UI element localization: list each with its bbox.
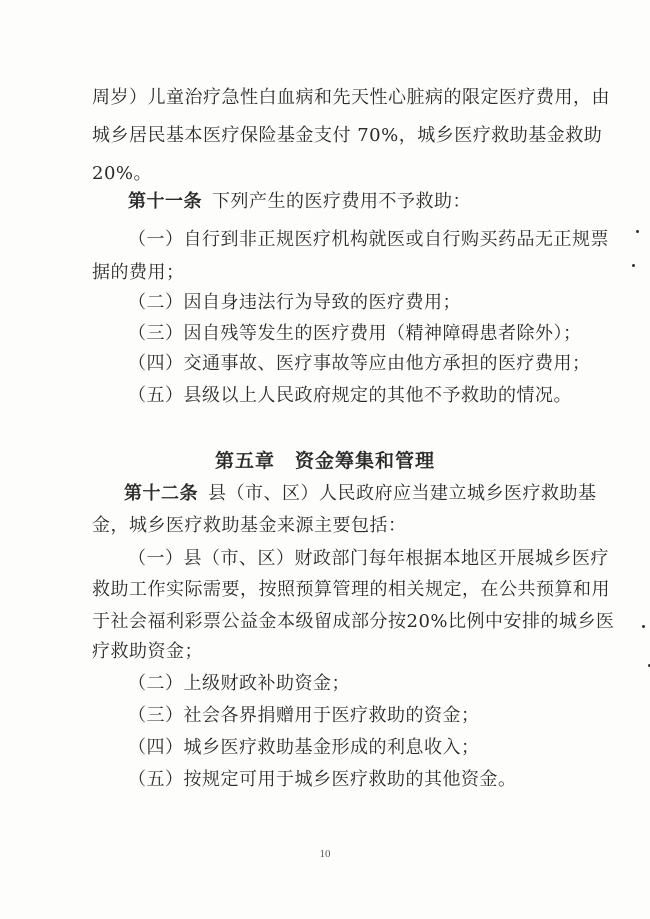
article-11-item: （三）因自残等发生的医疗费用（精神障碍患者除外）；	[128, 323, 582, 344]
article-11-intro: 下列产生的医疗费用不予救助：	[212, 191, 471, 212]
article-12-heading-line	[124, 482, 597, 506]
article-11-item: （二）因自身违法行为导致的医疗费用；	[128, 292, 461, 313]
scan-speck-decoration	[636, 230, 639, 233]
article-11-item: （五）县级以上人民政府规定的其他不予救助的情况。	[128, 385, 572, 406]
article-11-item: 据的费用；	[92, 262, 185, 283]
article-12-line: （二）上级财政补助资金；	[128, 673, 350, 694]
article-12-line: （四）城乡医疗救助基金形成的利息收入；	[128, 737, 480, 758]
paragraph-line: 20%。	[92, 163, 153, 184]
article-12-line: （三）社会各界捐赠用于医疗救助的资金；	[128, 705, 480, 726]
article-12-line: （五）按规定可用于城乡医疗救助的其他资金。	[128, 769, 517, 790]
paragraph-line: 城乡居民基本医疗保险基金支付 70%，城乡医疗救助基金救助	[92, 125, 603, 146]
article-12-line: （一）县（市、区）财政部门每年根据本地区开展城乡医疗	[128, 548, 609, 569]
chapter-title: 第五章 资金筹集和管理	[214, 450, 435, 472]
article-11-item: （四）交通事故、医疗事故等应由他方承担的医疗费用；	[128, 353, 591, 374]
article-12-line: 救助工作实际需要，按照预算管理的相关规定，在公共预算和用	[92, 579, 610, 600]
article-12-line: 于社会福利彩票公益金本级留成部分按20%比例中安排的城乡医	[92, 611, 615, 632]
paragraph-line: 周岁）儿童治疗急性白血病和先天性心脏病的限定医疗费用，由	[92, 87, 610, 108]
article-11-heading-line	[128, 190, 471, 214]
article-12-intro: 县（市、区）人民政府应当建立城乡医疗救助基	[208, 483, 597, 504]
scan-speck-decoration	[632, 264, 635, 267]
scan-speck-decoration	[642, 625, 645, 628]
article-12-line: 金，城乡医疗救助基金来源主要包括：	[92, 515, 407, 536]
article-11-label: 第十一条	[128, 191, 202, 212]
article-11-item: （一）自行到非正规医疗机构就医或自行购买药品无正规票	[128, 229, 609, 250]
article-12-line: 疗救助资金；	[92, 641, 203, 662]
article-12-label: 第十二条	[124, 483, 198, 504]
page-number: 10	[319, 848, 331, 860]
